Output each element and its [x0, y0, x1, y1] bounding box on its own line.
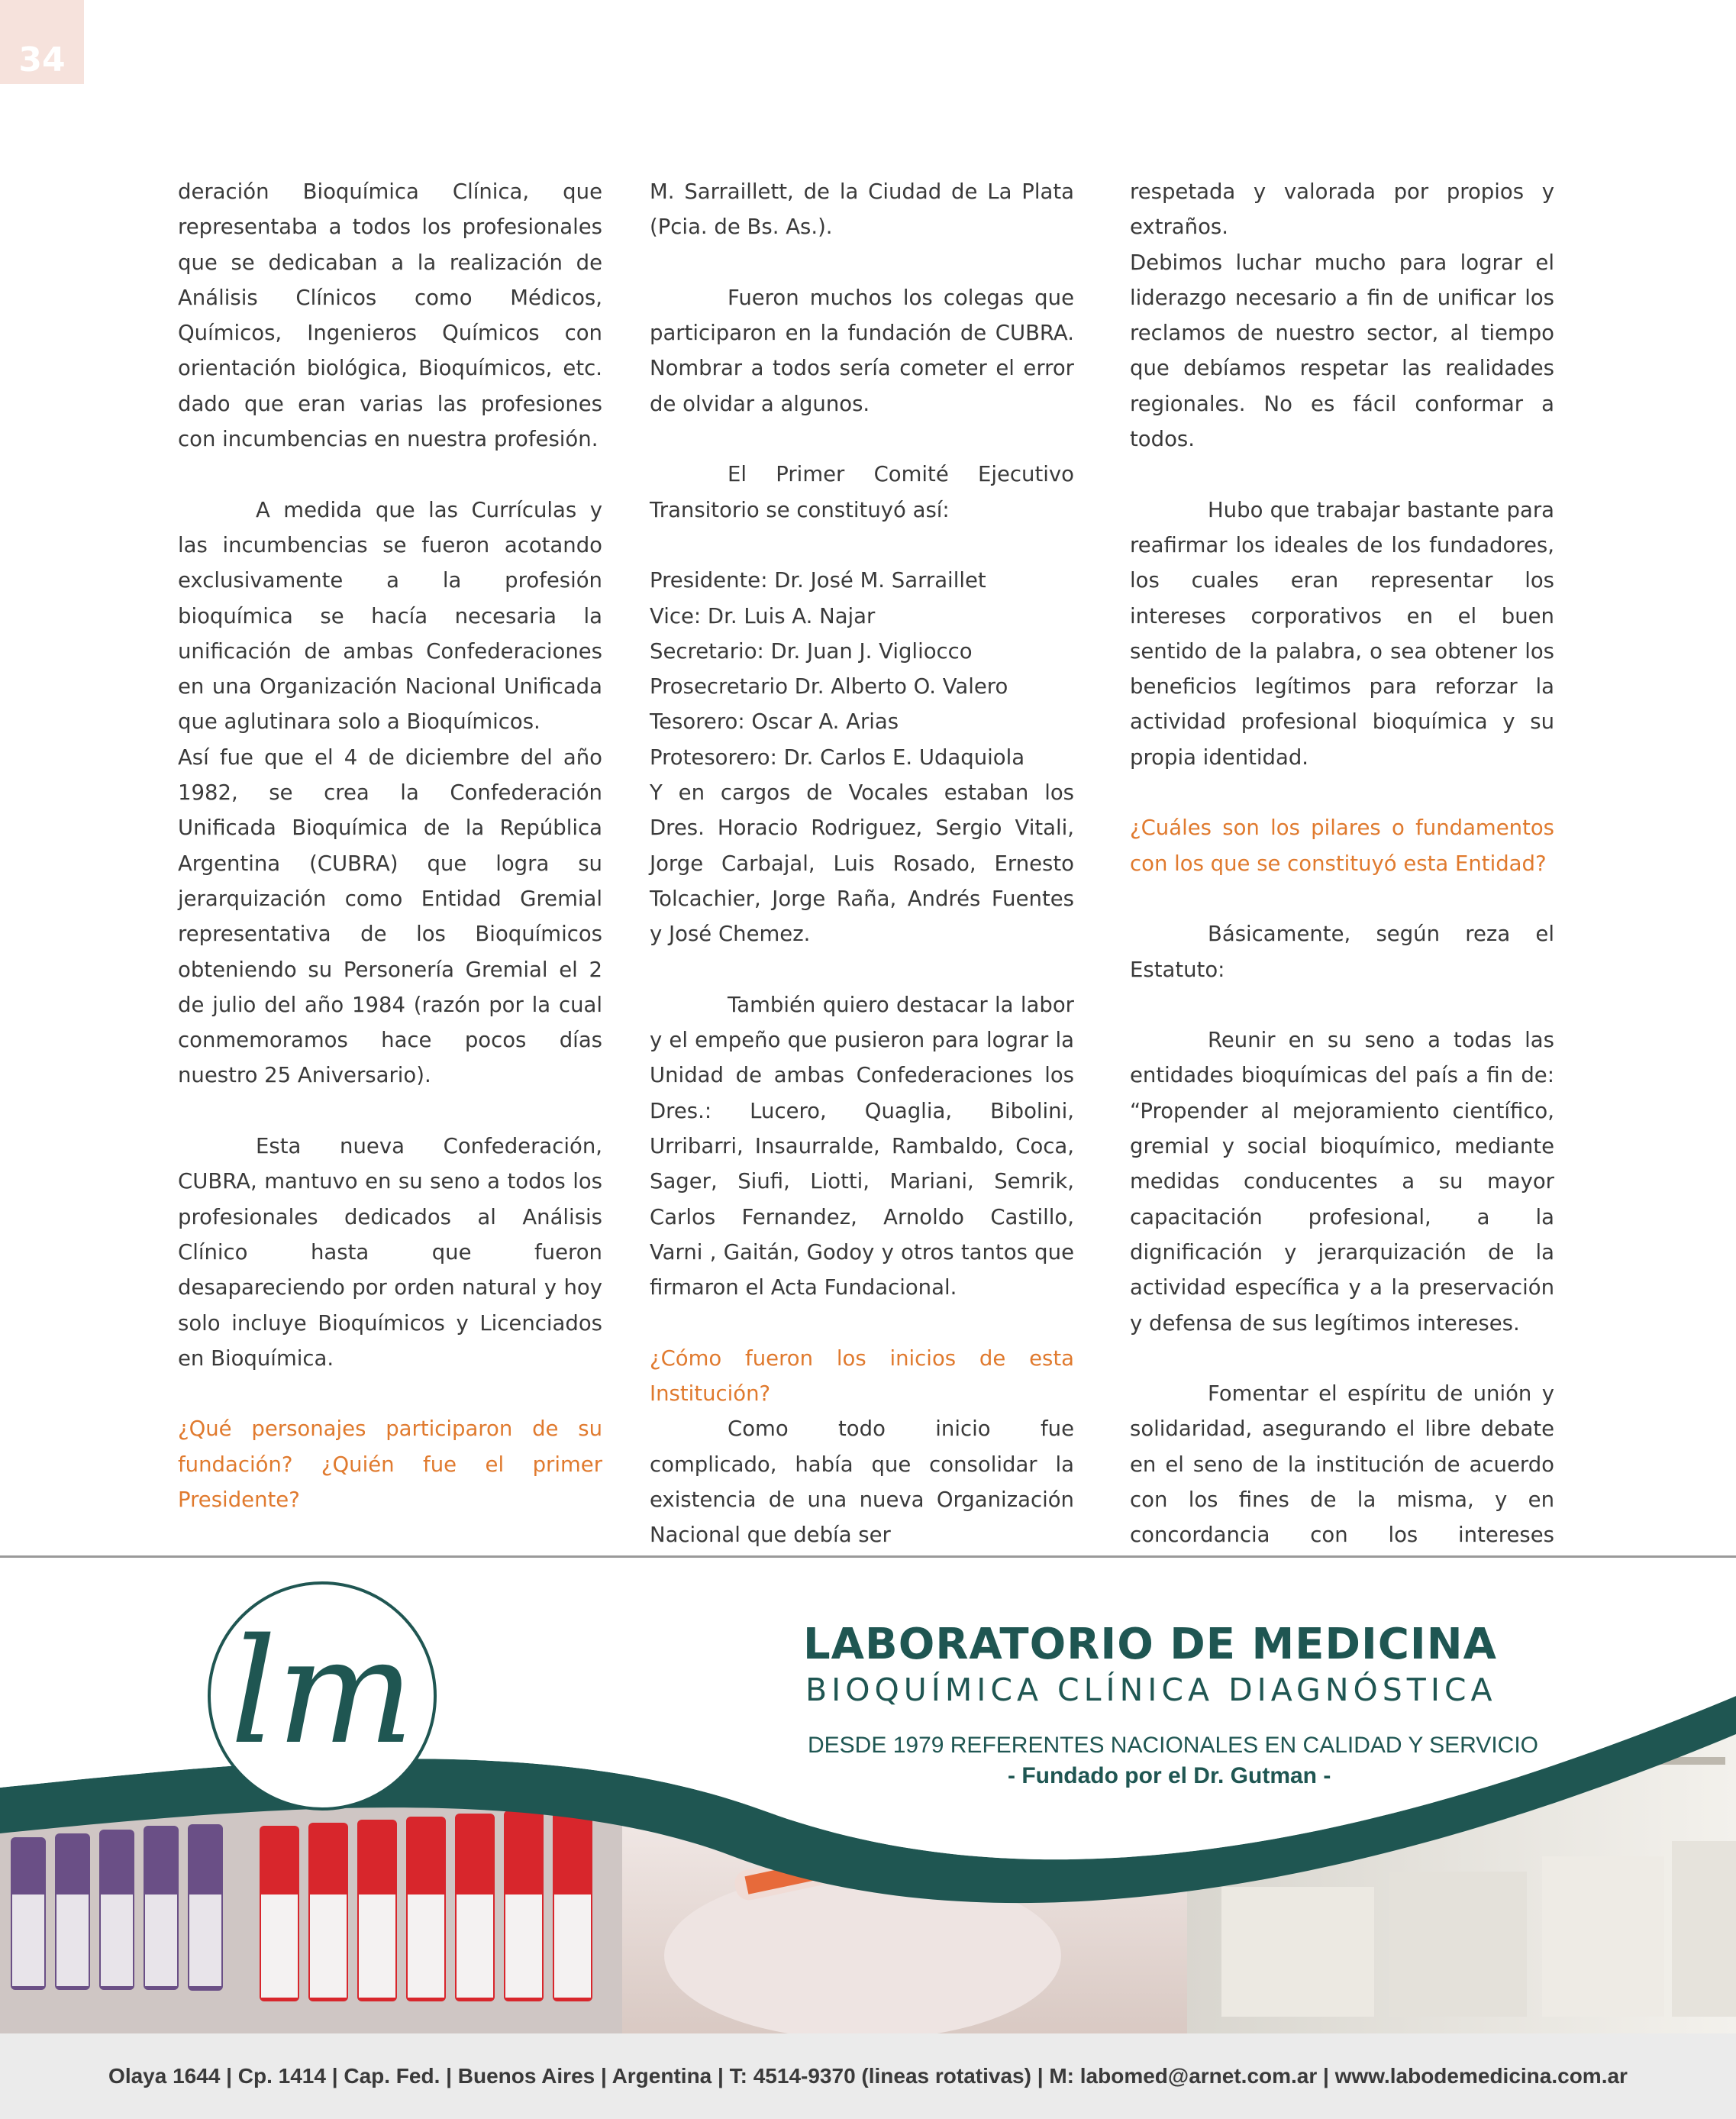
ad-founder: - Fundado por el Dr. Gutman -	[1008, 1763, 1331, 1788]
list-item: Secretario: Dr. Juan J. Vigliocco	[650, 638, 973, 664]
page-number: 34	[0, 0, 84, 84]
brand-logo: lm	[208, 1581, 437, 1811]
paragraph: También quiero destacar la labor y el empeño que pusieron para lograr la Unidad de ambas Confederaciones los Dres.: Lucero, Quaglia, Bibolini, Urribarri, Insaurralde, Rambaldo, Coca, Sager, Siufi, Liotti, Mariani, Semrik, Carlos Fernandez, Arnoldo Castillo, Varni , Gaitán, Godoy y otros tantos que firmaron el Acta Fundacional.	[650, 992, 1074, 1300]
paragraph: M. Sarraillett, de la Ciudad de La Plata (Pcia. de Bs. As.).	[650, 179, 1074, 240]
paragraph: Básicamente, según reza el Estatuto:	[1130, 922, 1554, 982]
list-item: Vice: Dr. Luis A. Najar	[650, 603, 876, 628]
ad-tagline: DESDE 1979 REFERENTES NACIONALES EN CALIDAD Y SERVICIO	[808, 1733, 1538, 1758]
paragraph: Como todo inicio fue complicado, había que consolidar la existencia de una nueva Organización Nacional que debía ser	[650, 1416, 1074, 1548]
paragraph: Y en cargos de Vocales estaban los Dres. Horacio Rodriguez, Sergio Vitali, Jorge Carbajal, Luis Rosado, Ernesto Tolcachier, Jorge Raña, Andrés Fuentes y José Chemez.	[650, 780, 1074, 947]
question-heading: ¿Cómo fueron los inicios de esta Institución?	[650, 1345, 1074, 1407]
paragraph: Reunir en su seno a todas las entidades bioquímicas del país a fin de: “Propender al mejoramiento científico, gremial y social bioquímico, mediante medidas conducentes a su mayor capacitación profesional, a la dignificación y jerarquización de la actividad específica y a la preservación y defensa de sus legítimos intereses.	[1130, 1028, 1554, 1336]
committee-list	[650, 563, 1074, 775]
paragraph: A medida que las Currículas y las incumbencias se fueron acotando exclusivamente a la profesión bioquímica se hacía necesaria la unificación de ambas Confederaciones en una Organización Nacional Unificada que aglutinara solo a Bioquímicos.	[178, 497, 602, 735]
list-item: Presidente: Dr. José M. Sarraillet	[650, 568, 986, 593]
article-column-3	[1130, 174, 1554, 1588]
article-column-1	[178, 174, 602, 1623]
paragraph: Así fue que el 4 de diciembre del año 1982, se crea la Confederación Unificada Bioquímica de la República Argentina (CUBRA) que logra su jerarquización como Entidad Gremial representativa de los Bioquímicos obteniendo su Personería Gremial el 2 de julio del año 1984 (razón por la cual conmemoramos hace pocos días nuestro 25 Aniversario).	[178, 745, 602, 1088]
list-item: Tesorero: Oscar A. Arias	[650, 709, 899, 735]
question-heading: ¿Qué personajes participaron de su fundación? ¿Quién fue el primer Presidente?	[178, 1416, 602, 1512]
ad-subtitle: BIOQUÍMICA CLÍNICA DIAGNÓSTICA	[805, 1672, 1497, 1708]
tubes-photo	[0, 1788, 622, 2033]
article-column-2	[650, 174, 1074, 1553]
paragraph: Debimos luchar mucho para lograr el liderazgo necesario a fin de unificar los reclamos de nuestro sector, al tiempo que debíamos respetar las realidades regionales. No es fácil conformar a todos.	[1130, 250, 1554, 452]
list-item: Prosecretario Dr. Alberto O. Valero	[650, 674, 1008, 699]
paragraph: Esta nueva Confederación, CUBRA, mantuvo en su seno a todos los profesionales dedicados al Análisis Clínico hasta que fueron desapareciendo por orden natural y hoy solo incluye Bioquímicos y Licenciados en Bioquímica.	[178, 1134, 602, 1371]
paragraph: El Primer Comité Ejecutivo Transitorio se constituyó así:	[650, 462, 1074, 522]
ad-contact-line: Olaya 1644 | Cp. 1414 | Cap. Fed. | Buenos Aires | Argentina | T: 4514-9370 (lineas rotativas) | M: labomed@arnet.com.ar | www.labodemedicina.com.ar	[108, 2064, 1628, 2088]
paragraph: respetada y valorada por propios y extraños.	[1130, 179, 1554, 240]
ad-title: LABORATORIO DE MEDICINA	[803, 1620, 1497, 1669]
question-heading: ¿Cuáles son los pilares o fundamentos con los que se constituyó esta Entidad?	[1130, 816, 1554, 876]
ad-footer	[0, 2033, 1736, 2119]
paragraph: Fomentar el espíritu de unión y solidaridad, asegurando el libre debate en el seno de la institución de acuerdo con los fines de la misma, y en concordancia con los intereses	[1130, 1381, 1554, 1548]
paragraph: deración Bioquímica Clínica, que representaba a todos los profesionales que se dedicaban a la realización de Análisis Clínicos como Médicos, Químicos, Ingenieros Químicos con orientación biológica, Bioquímicos, etc. dado que eran varias las profesiones con incumbencias en nuestra profesión.	[178, 179, 602, 452]
advertisement	[0, 1559, 1736, 2119]
list-item: Protesorero: Dr. Carlos E. Udaquiola	[650, 745, 1025, 770]
ad-divider	[0, 1555, 1736, 1558]
paragraph: Fueron muchos los colegas que participaron en la fundación de CUBRA. Nombrar a todos sería cometer el error de olvidar a algunos.	[650, 285, 1074, 416]
paragraph: Hubo que trabajar bastante para reafirmar los ideales de los fundadores, los cuales eran representar los intereses corporativos en el buen sentido de la palabra, o sea obtener los beneficios legítimos para reforzar la actividad profesional bioquímica y su propia identidad.	[1130, 497, 1554, 770]
